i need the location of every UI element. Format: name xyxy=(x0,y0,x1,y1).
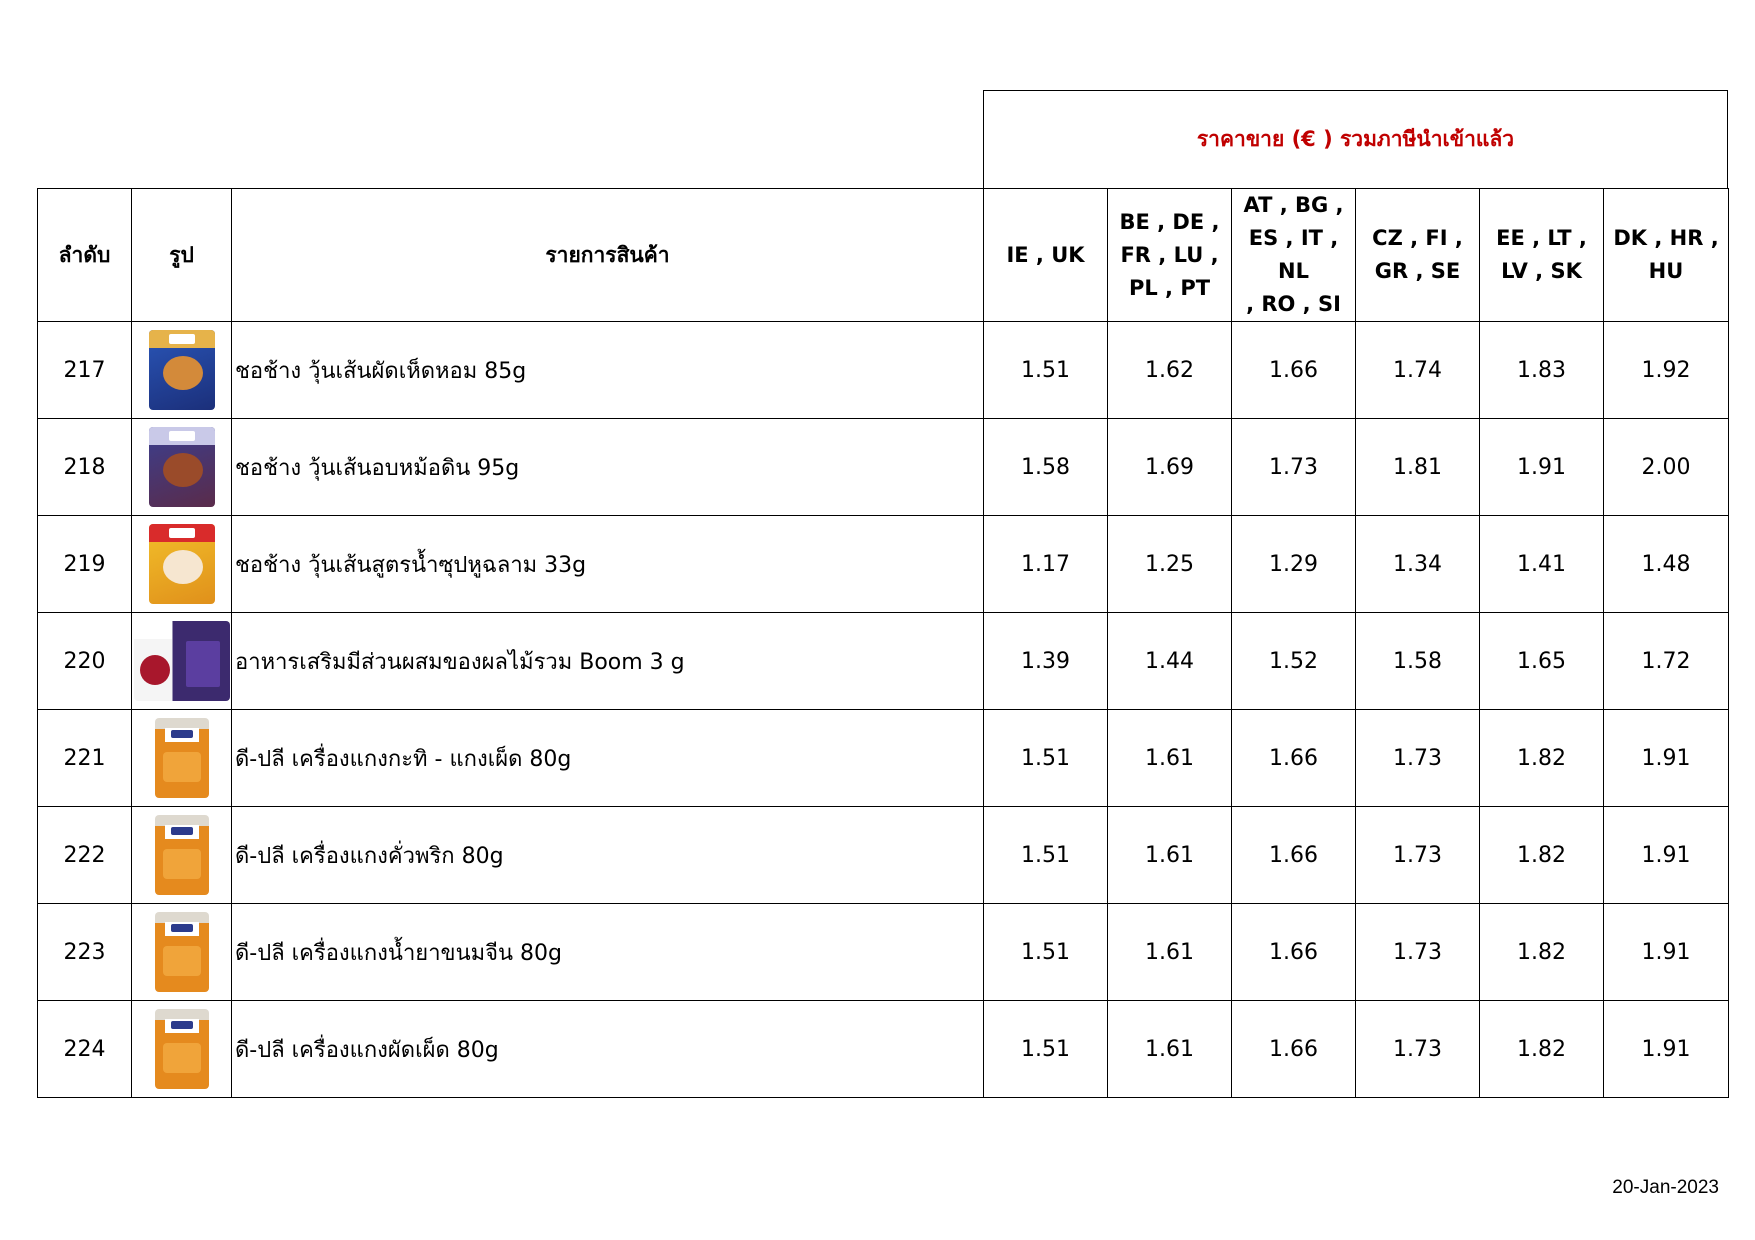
row-price: 1.62 xyxy=(1108,322,1232,419)
table-row xyxy=(38,322,1729,419)
region-line: IE , UK xyxy=(1006,242,1085,267)
document-date: 20-Jan-2023 xyxy=(1612,1177,1719,1198)
row-price: 1.51 xyxy=(984,710,1108,807)
row-image xyxy=(132,613,232,710)
row-price: 1.82 xyxy=(1480,1001,1604,1098)
row-price: 1.69 xyxy=(1108,419,1232,516)
row-price: 1.81 xyxy=(1356,419,1480,516)
col-header-no: ลำดับ xyxy=(38,189,132,322)
row-price: 1.73 xyxy=(1356,710,1480,807)
region-line: EE , LT , xyxy=(1496,226,1587,250)
col-header-region xyxy=(1108,189,1232,322)
row-image xyxy=(132,419,232,516)
row-image xyxy=(132,904,232,1001)
table-row xyxy=(38,904,1729,1001)
row-price: 1.73 xyxy=(1232,419,1356,516)
col-header-region xyxy=(984,189,1108,322)
row-product-name: ชอช้าง วุ้นเส้นสูตรน้ำซุปหูฉลาม 33g xyxy=(232,516,984,613)
row-price: 1.17 xyxy=(984,516,1108,613)
row-price: 1.61 xyxy=(1108,807,1232,904)
row-price: 1.83 xyxy=(1480,322,1604,419)
row-price: 1.41 xyxy=(1480,516,1604,613)
row-price: 1.52 xyxy=(1232,613,1356,710)
col-header-image: รูป xyxy=(132,189,232,322)
row-product-name: ชอช้าง วุ้นเส้นอบหม้อดิน 95g xyxy=(232,419,984,516)
region-line: GR , SE xyxy=(1374,259,1461,283)
row-price: 1.61 xyxy=(1108,904,1232,1001)
row-price: 1.72 xyxy=(1604,613,1729,710)
table-row xyxy=(38,1001,1729,1098)
row-price: 1.82 xyxy=(1480,710,1604,807)
row-price: 1.61 xyxy=(1108,1001,1232,1098)
row-price: 1.48 xyxy=(1604,516,1729,613)
row-price: 1.91 xyxy=(1604,807,1729,904)
table-row xyxy=(38,419,1729,516)
region-line: BE , DE , xyxy=(1119,209,1220,234)
row-image xyxy=(132,710,232,807)
curry-paste-pack-icon xyxy=(155,718,209,798)
row-product-name: ดี-ปลี เครื่องแกงผัดเผ็ด 80g xyxy=(232,1001,984,1098)
row-price: 1.66 xyxy=(1232,807,1356,904)
row-no: 222 xyxy=(38,807,132,904)
row-price: 1.58 xyxy=(1356,613,1480,710)
row-price: 1.91 xyxy=(1604,904,1729,1001)
row-product-name: อาหารเสริมมีส่วนผสมของผลไม้รวม Boom 3 g xyxy=(232,613,984,710)
row-price: 1.44 xyxy=(1108,613,1232,710)
region-line: DK , HR , xyxy=(1613,226,1719,250)
row-image xyxy=(132,807,232,904)
region-line: LV , SK xyxy=(1501,259,1582,283)
row-price: 1.66 xyxy=(1232,1001,1356,1098)
row-no: 219 xyxy=(38,516,132,613)
row-price: 1.51 xyxy=(984,322,1108,419)
table-row xyxy=(38,516,1729,613)
row-product-name: ดี-ปลี เครื่องแกงน้ำยาขนมจีน 80g xyxy=(232,904,984,1001)
table-header-row xyxy=(38,189,1729,322)
row-price: 2.00 xyxy=(1604,419,1729,516)
row-no: 223 xyxy=(38,904,132,1001)
row-price: 1.51 xyxy=(984,1001,1108,1098)
price-group-header-text: ราคาขาย (€ ) รวมภาษีนำเข้าแล้ว xyxy=(1196,127,1515,151)
row-price: 1.82 xyxy=(1480,807,1604,904)
curry-paste-pack-icon xyxy=(155,912,209,992)
row-price: 1.91 xyxy=(1480,419,1604,516)
row-image xyxy=(132,1001,232,1098)
boom-supplement-icon xyxy=(134,621,230,701)
row-price: 1.39 xyxy=(984,613,1108,710)
row-price: 1.61 xyxy=(1108,710,1232,807)
table-row xyxy=(38,710,1729,807)
row-price: 1.82 xyxy=(1480,904,1604,1001)
price-group-header xyxy=(983,90,1728,188)
noodle-pack-yellow-icon xyxy=(149,524,215,604)
row-price: 1.34 xyxy=(1356,516,1480,613)
col-header-region xyxy=(1604,189,1729,322)
row-price: 1.65 xyxy=(1480,613,1604,710)
noodle-pack-blue-icon xyxy=(149,330,215,410)
row-price: 1.58 xyxy=(984,419,1108,516)
row-image xyxy=(132,516,232,613)
row-no: 224 xyxy=(38,1001,132,1098)
row-price: 1.73 xyxy=(1356,904,1480,1001)
col-header-region xyxy=(1356,189,1480,322)
col-header-region xyxy=(1480,189,1604,322)
table-row xyxy=(38,613,1729,710)
table-row xyxy=(38,807,1729,904)
row-price: 1.51 xyxy=(984,807,1108,904)
row-price: 1.73 xyxy=(1356,1001,1480,1098)
col-header-region xyxy=(1232,189,1356,322)
curry-paste-pack-icon xyxy=(155,815,209,895)
row-price: 1.51 xyxy=(984,904,1108,1001)
region-line: AT , BG , xyxy=(1243,193,1344,217)
row-image xyxy=(132,322,232,419)
curry-paste-pack-icon xyxy=(155,1009,209,1089)
region-line: , RO , SI xyxy=(1246,292,1341,316)
row-no: 221 xyxy=(38,710,132,807)
row-product-name: ดี-ปลี เครื่องแกงคั่วพริก 80g xyxy=(232,807,984,904)
region-line: FR , LU , xyxy=(1120,242,1219,267)
row-price: 1.66 xyxy=(1232,904,1356,1001)
row-no: 217 xyxy=(38,322,132,419)
noodle-pack-purple-icon xyxy=(149,427,215,507)
row-no: 218 xyxy=(38,419,132,516)
row-price: 1.91 xyxy=(1604,710,1729,807)
price-table xyxy=(37,188,1729,1098)
row-price: 1.73 xyxy=(1356,807,1480,904)
row-price: 1.74 xyxy=(1356,322,1480,419)
region-line: CZ , FI , xyxy=(1372,226,1463,250)
region-line: HU xyxy=(1648,259,1684,283)
row-price: 1.66 xyxy=(1232,322,1356,419)
row-product-name: ชอช้าง วุ้นเส้นผัดเห็ดหอม 85g xyxy=(232,322,984,419)
row-price: 1.29 xyxy=(1232,516,1356,613)
row-product-name: ดี-ปลี เครื่องแกงกะทิ - แกงเผ็ด 80g xyxy=(232,710,984,807)
row-price: 1.25 xyxy=(1108,516,1232,613)
region-line: PL , PT xyxy=(1128,275,1211,300)
row-price: 1.92 xyxy=(1604,322,1729,419)
region-line: ES , IT , NL xyxy=(1248,226,1339,283)
row-price: 1.91 xyxy=(1604,1001,1729,1098)
col-header-product: รายการสินค้า xyxy=(232,189,984,322)
row-price: 1.66 xyxy=(1232,710,1356,807)
row-no: 220 xyxy=(38,613,132,710)
